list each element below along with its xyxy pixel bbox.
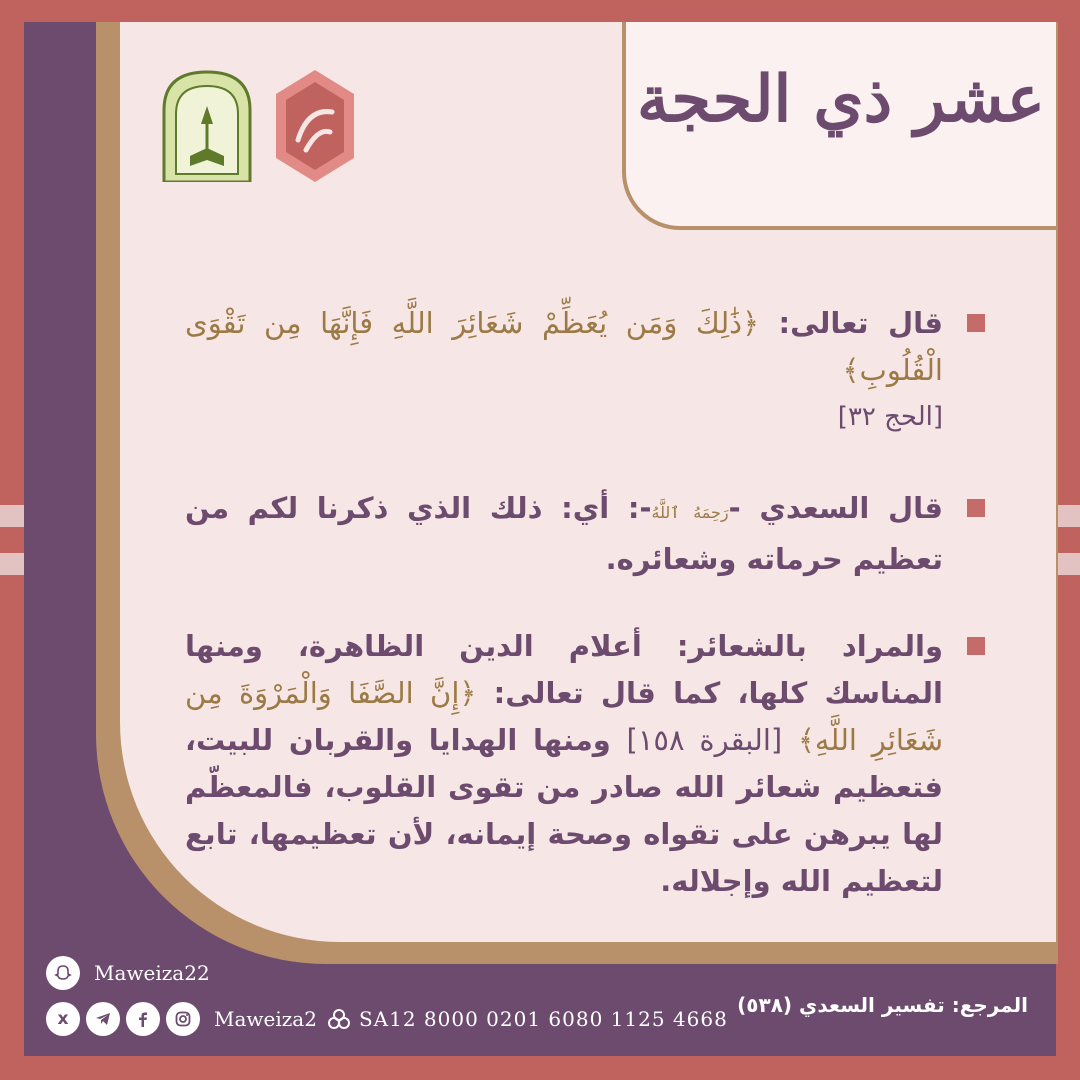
x-icon[interactable]: x [46,1002,80,1036]
content-area [185,300,985,905]
telegram-icon[interactable] [86,1002,120,1036]
donation-icon [327,1007,351,1031]
paragraph-verse [185,300,985,441]
instagram-icon[interactable] [166,1002,200,1036]
bullet [967,637,985,655]
page-title: عشر ذي الحجة [637,62,1045,137]
verse-intro: قال تعالى: [778,306,943,340]
explanation-text-2: ومنها الهدايا والقربان للبيت، فتعظيم شعائر الله صادر من تقوى القلوب، فالمعظّم لها يبرهن على تقواه وصحة إيمانه، لأن تعظيمها، تابع لتعظيم الله وإجلاله. [185,723,943,898]
snapchat-handle[interactable]: Maweiza22 [94,961,210,985]
facebook-icon[interactable] [126,1002,160,1036]
iban-number: SA12 8000 0201 6080 1125 4668 [358,1007,728,1031]
snapchat-row [46,956,220,990]
title-box [622,22,1056,230]
verse-source: [البقرة ١٥٨] [626,723,783,757]
honorific: رَحِمَهُ ٱللَّهُ [651,503,729,522]
verse-source: [الحج ٣٢] [837,402,943,432]
tafsir-intro: قال السعدي - [728,491,944,525]
bullet [967,499,985,517]
quran-verse: ﴿ذَٰلِكَ وَمَن يُعَظِّمْ شَعَائِرَ اللَّهِ فَإِنَّهَا مِن تَقْوَى الْقُلُوبِ﴾ [185,306,943,387]
reference-text: المرجع: تفسير السعدي (٥٣٨) [737,993,1028,1017]
quran-verse: ﴿إِنَّ الصَّفَا وَالْمَرْوَةَ مِن شَعَائِرِ اللَّهِ﴾ [185,676,943,757]
maweiza-logo-mark [272,68,358,184]
paragraph-explanation [185,623,985,905]
bullet [967,314,985,332]
paragraph-tafsir [185,485,985,583]
snapchat-icon[interactable] [46,956,80,990]
social-handle[interactable]: Maweiza2 [214,1007,317,1031]
ministry-logo [162,70,252,182]
tafsir-text: -: أي: ذلك الذي ذكرنا لكم من تعظيم حرماته وشعائره. [185,491,943,576]
explanation-text-1: والمراد بالشعائر: أعلام الدين الظاهرة، ومنها المناسك كلها، كما قال تعالى: [185,629,943,710]
social-row [46,1002,728,1036]
